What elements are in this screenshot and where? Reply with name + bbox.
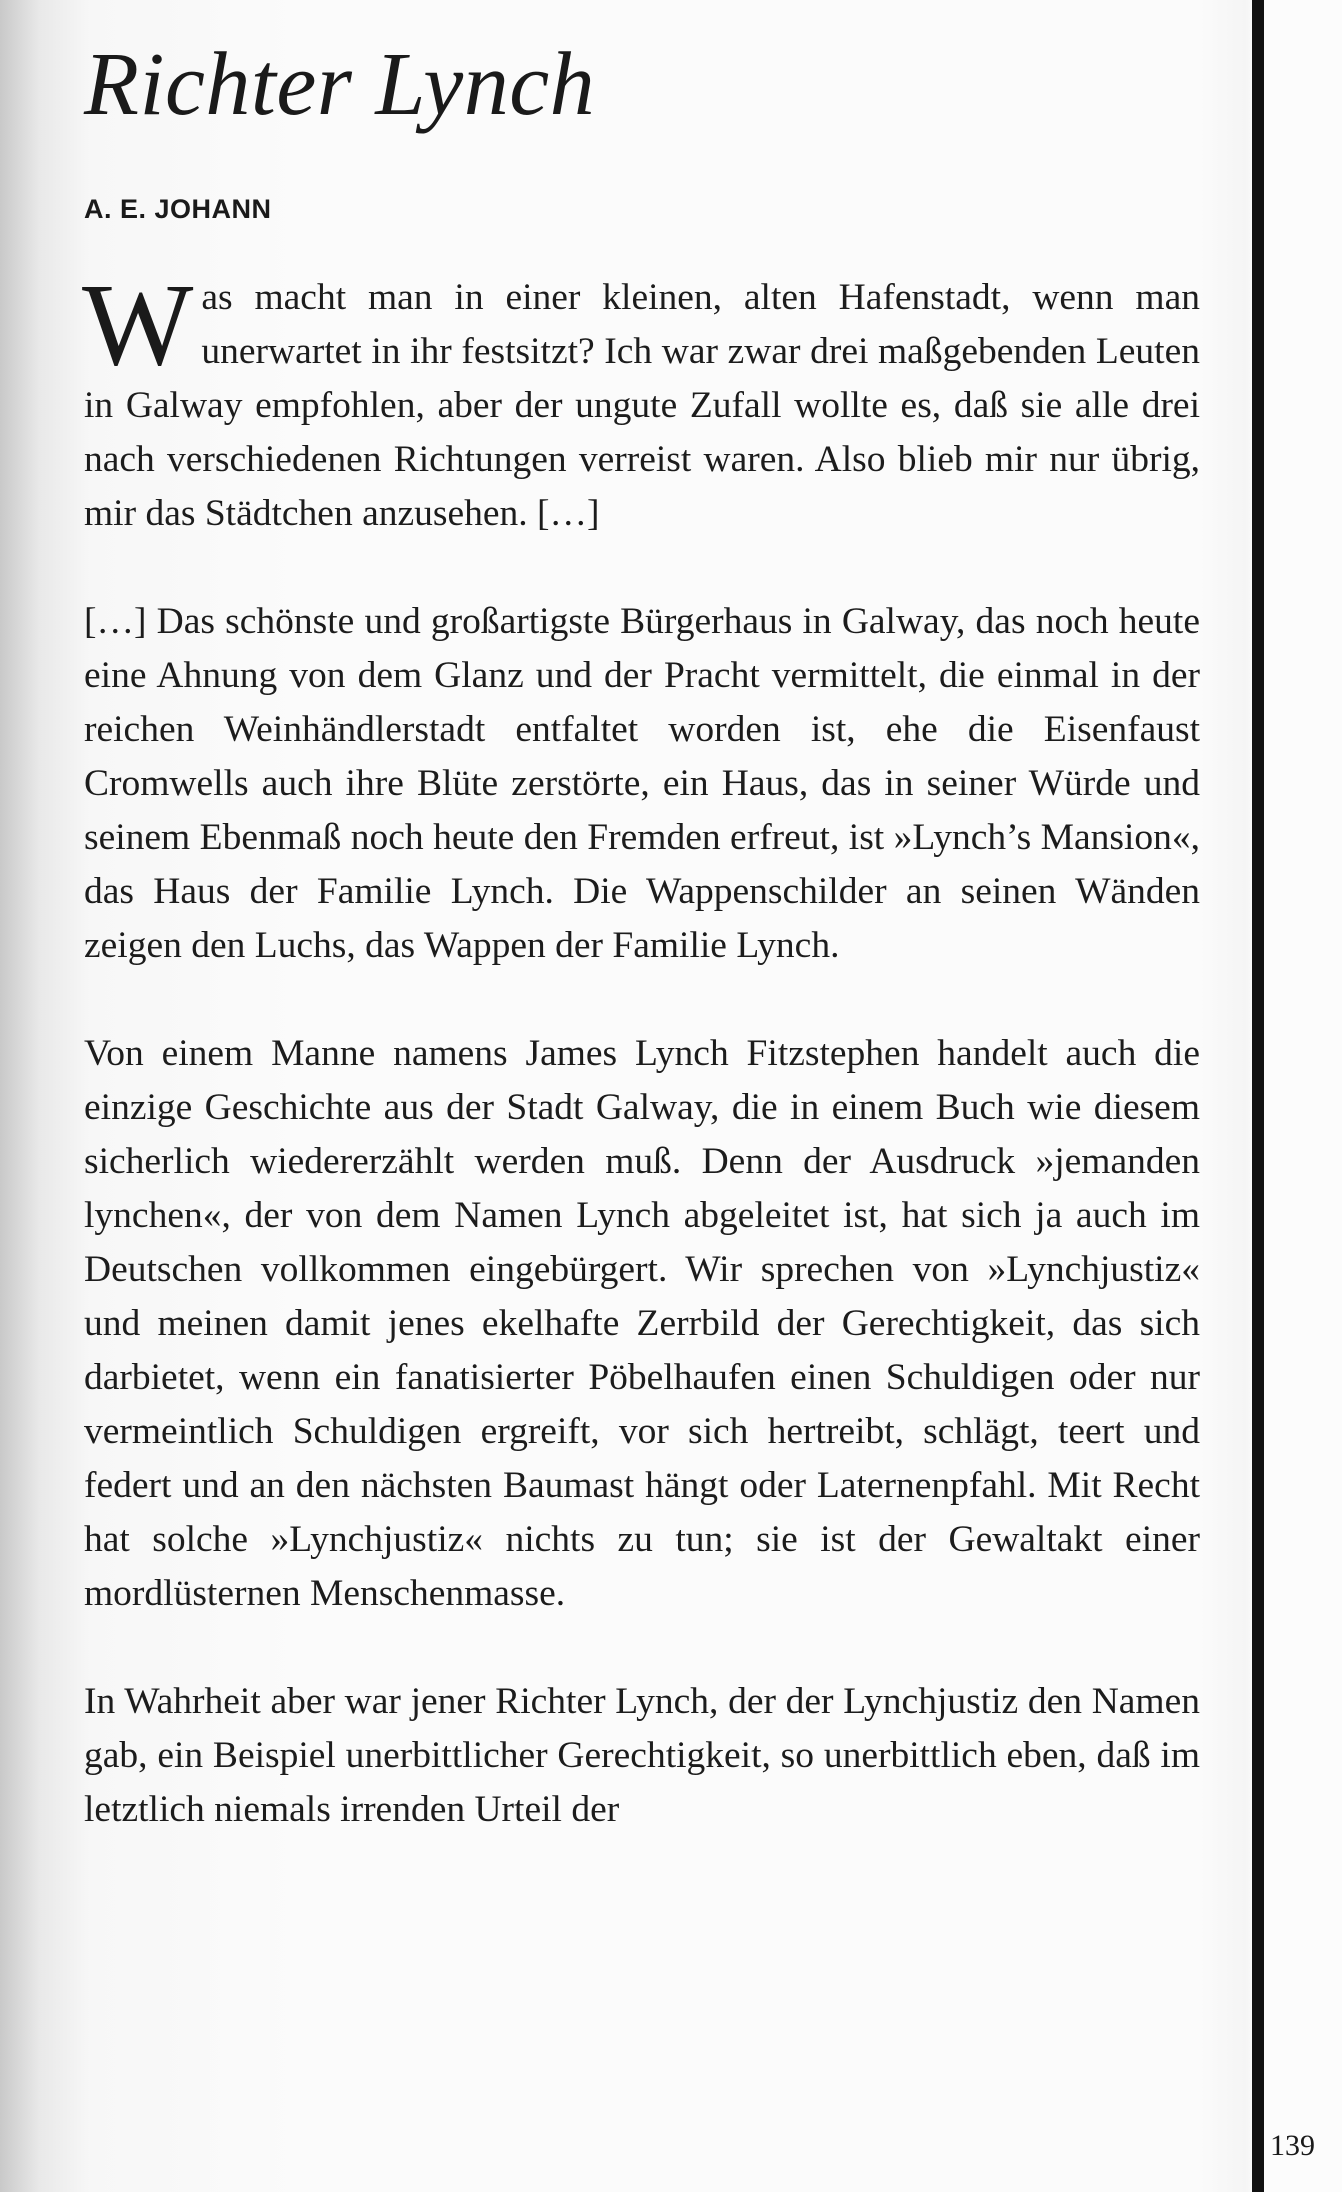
page-number: 139 [1270, 2129, 1315, 2162]
paragraph-1-text: as macht man in einer kleinen, alten Hafenstadt, wenn man unerwartet in ihr festsitzt? Ich war zwar drei maßgebenden Leuten in Galway empfohlen, aber der ungute Zufall wollte es, daß sie alle drei nach verschiedenen Richtungen verreist waren. Also blieb mir nur übrig, mir das Städtchen anzusehen. […] [84, 277, 1200, 534]
body-text [82, 259, 1200, 1891]
paragraph-2: […] Das schönste und großartigste Bürgerhaus in Galway, das noch heute eine Ahnung von dem Glanz und der Pracht vermittelt, die einmal in der reichen Weinhändlerstadt entfaltet worden ist, ehe die Eisenfaust Cromwells auch ihre Blüte zerstörte, ein Haus, das in seiner Würde und seinem Ebenmaß noch heute den Fremden erfreut, ist »Lynch’s Mansion«, das Haus der Familie Lynch. Die Wappenschilder an seinen Wänden zeigen den Luchs, das Wappen der Familie Lynch. [84, 601, 1200, 966]
paragraph-1 [82, 259, 1200, 541]
vertical-rule [1252, 0, 1264, 2192]
right-margin [1264, 0, 1342, 2192]
author-name: A. E. JOHANN [84, 194, 272, 224]
chapter-title: Richter Lynch [84, 35, 596, 134]
paragraph-4: In Wahrheit aber war jener Richter Lynch, der der Lynchjustiz den Namen gab, ein Beispiel unerbittlicher Gerechtigkeit, so unerbittlich eben, daß im letztlich niemals irrenden Urteil der [84, 1681, 1200, 1830]
paragraph-3: Von einem Manne namens James Lynch Fitzstephen handelt auch die einzige Geschichte aus der Stadt Galway, die in einem Buch wie diesem sicherlich wiedererzählt werden muß. Denn der Ausdruck »jemanden lynchen«, der von dem Namen Lynch abgeleitet ist, hat sich ja auch im Deutschen vollkommen eingebürgert. Wir sprechen von »Lynchjustiz« und meinen damit jenes ekelhafte Zerrbild der Gerechtigkeit, das sich darbietet, wenn ein fanatisierter Pöbelhaufen einen Schuldigen oder nur vermeintlich Schuldigen ergreift, vor sich hertreibt, schlägt, teert und federt und an den nächsten Baumast hängt oder Laternenpfahl. Mit Recht hat solche »Lynchjustiz« nichts zu tun; sie ist der Gewaltakt einer mordlüsternen Menschenmasse. [84, 1033, 1200, 1614]
drop-cap: W [82, 259, 194, 390]
